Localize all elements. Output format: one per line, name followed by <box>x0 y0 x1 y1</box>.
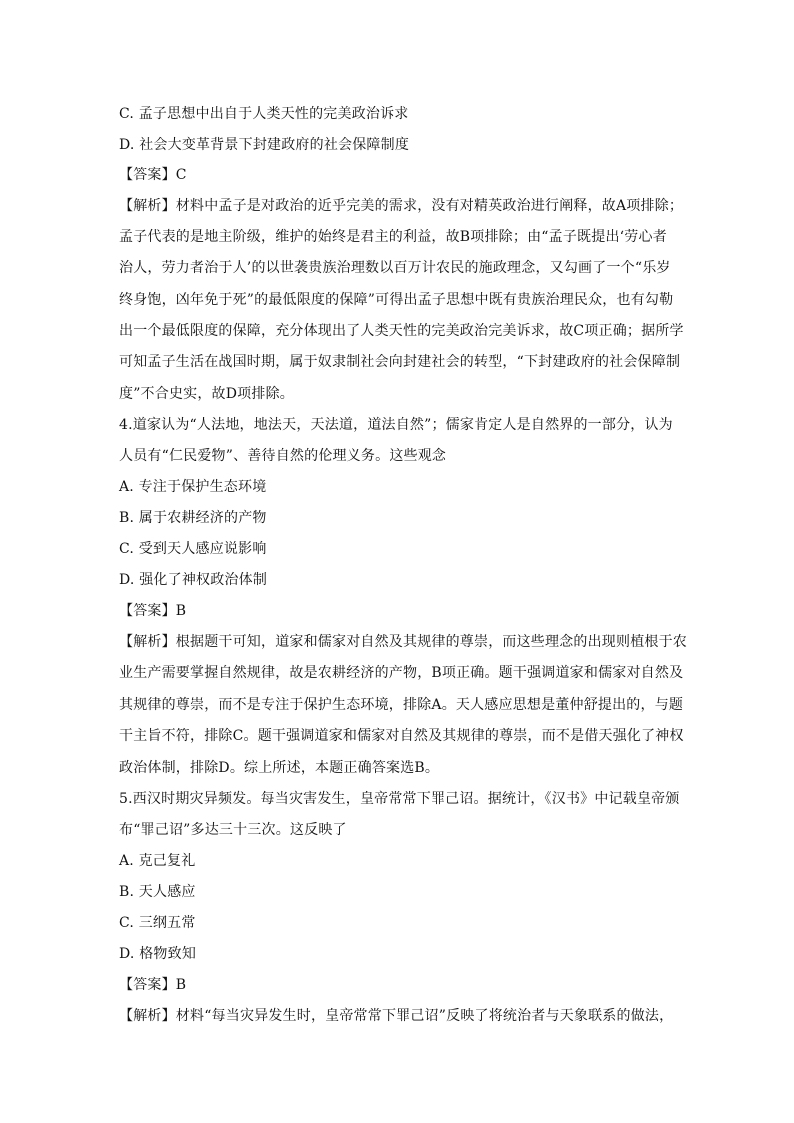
option-d-text: D. 社会大变革背景下封建政府的社会保障制度 <box>119 137 410 153</box>
analysis-line: 【解析】材料中孟子是对政治的近乎完美的需求，没有对精英政治进行阐释，故A项排除； <box>119 198 684 214</box>
option-c-text: C. 孟子思想中出自于人类天性的完美政治诉求 <box>119 106 409 122</box>
analysis-line: 干主旨不符，排除C。题干强调道家和儒家对自然及其规律的尊崇，而不是借天强化了神权 <box>119 728 684 744</box>
option-b-text: B. 天人感应 <box>119 884 196 900</box>
analysis-line: 【解析】根据题干可知，道家和儒家对自然及其规律的尊崇，而这些理念的出现则植根于农 <box>119 634 687 650</box>
question-stem: 布“罪己诏”多达三十三次。这反映了 <box>119 822 347 838</box>
option-c-text: C. 受到天人感应说影响 <box>119 541 267 557</box>
question-stem: 4.道家认为“人法地，地法天，天法道，道法自然”；儒家肯定人是自然界的一部分，认为 <box>119 417 673 433</box>
answer-label: 【答案】C <box>119 167 187 183</box>
analysis-line: 度”不合史实，故D项排除。 <box>119 386 294 402</box>
analysis-line: 政治体制，排除D。综上所述，本题正确答案选B。 <box>119 760 440 776</box>
answer-label: 【答案】B <box>119 977 187 993</box>
analysis-line: 【解析】材料“每当灾异发生时，皇帝常常下罪己诏”反映了将统治者与天象联系的做法， <box>119 1008 674 1024</box>
option-b-text: B. 属于农耕经济的产物 <box>119 510 267 526</box>
answer-label: 【答案】B <box>119 603 187 619</box>
question-stem: 5.西汉时期灾异频发。每当灾害发生，皇帝常常下罪己诏。据统计，《汉书》中记载皇帝颁 <box>119 791 680 807</box>
analysis-line: 治人，劳力者治于人’的以世袭贵族治理数以百万计农民的施政理念，又勾画了一个“乐岁 <box>119 260 671 276</box>
analysis-line: 终身饱，凶年免于死”的最低限度的保障”可得出孟子思想中既有贵族治理民众，也有勾勒 <box>119 292 674 308</box>
analysis-line: 出一个最低限度的保障，充分体现出了人类天性的完美政治完美诉求，故C项正确；据所学 <box>119 323 684 339</box>
option-a-text: A. 克己复礼 <box>119 853 196 869</box>
question-stem: 人员有“仁民爱物”、善待自然的伦理义务。这些观念 <box>119 448 447 464</box>
analysis-line: 其规律的尊崇，而不是专注于保护生态环境，排除A。天人感应思想是董仲舒提出的，与题 <box>119 697 684 713</box>
option-d-text: D. 强化了神权政治体制 <box>119 572 268 588</box>
analysis-line: 业生产需要掌握自然规律，故是农耕经济的产物，B项正确。题干强调道家和儒家对自然及 <box>119 665 684 681</box>
option-c-text: C. 三纲五常 <box>119 915 196 931</box>
option-d-text: D. 格物致知 <box>119 946 197 962</box>
option-a-text: A. 专注于保护生态环境 <box>119 479 267 495</box>
analysis-line: 孟子代表的是地主阶级，维护的始终是君主的利益，故B项排除；由“孟子既提出‘劳心者 <box>119 229 667 245</box>
analysis-line: 可知孟子生活在战国时期，属于奴隶制社会向封建社会的转型，“下封建政府的社会保障制 <box>119 354 681 370</box>
